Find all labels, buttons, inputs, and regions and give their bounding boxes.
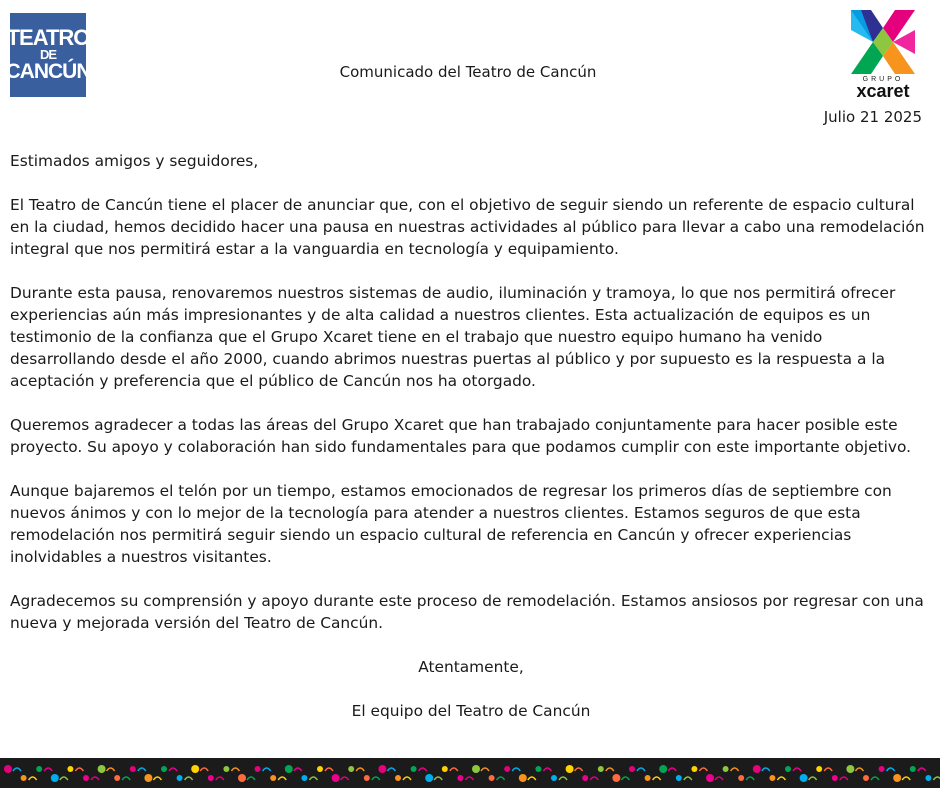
logo-left-line2: DE [39, 47, 57, 63]
logo-grupo-text: GRUPO [862, 76, 904, 83]
letter-paragraph: Durante esta pausa, renovaremos nuestros sistemas de audio, iluminación y tramoya, lo que nos permitirá ofrecer experiencias aún más impresionantes y de alta calidad a nuestros clientes. Esta actualización de equipos es un testimonio de la confianza que el Grupo Xcaret tiene en el trabajo que nuestro equipo humano ha venido desarrollando desde el año 2000, cuando abrimos nuestras puertas al público y por supuesto es la respuesta a la aceptación y preferencia que el público de Cancún nos ha otorgado. [10, 284, 896, 390]
letter-closing: Atentamente, [418, 658, 524, 676]
document-date: Julio 21 2025 [823, 108, 922, 126]
xcaret-x-icon [851, 10, 915, 74]
logo-left-line3: CANCÚN [5, 59, 91, 83]
logo-brand-text: xcaret [856, 81, 910, 101]
floral-pattern-icon [0, 758, 940, 788]
logo-left-line1: TEATRO [6, 25, 90, 51]
letter-signature: El equipo del Teatro de Cancún [351, 702, 591, 720]
document-title: Comunicado del Teatro de Cancún [339, 63, 597, 81]
letter-paragraph: Aunque bajaremos el telón por un tiempo, estamos emocionados de regresar los primeros días de septiembre con nuevos ánimos y con lo mejor de la tecnología para atender a nuestros clientes. Estamos seguros de que esta remodelación nos permitirá seguir siendo un espacio cultural de referencia en Cancún y ofrecer experiencias inolvidables a nuestros visitantes. [10, 482, 892, 566]
letter-paragraph: Queremos agradecer a todas las áreas del Grupo Xcaret que han trabajado conjuntamente para hacer posible este proyecto. Su apoyo y colaboración han sido fundamentales para que podamos cumplir con este importante objetivo. [10, 416, 912, 456]
letter-paragraph: Agradecemos su comprensión y apoyo durante este proceso de remodelación. Estamos ansiosos por regresar con una nueva y mejorada versión del Teatro de Cancún. [10, 592, 924, 632]
letter-paragraph: El Teatro de Cancún tiene el placer de anunciar que, con el objetivo de seguir siendo un referente de espacio cultural en la ciudad, hemos decidido hacer una pausa en nuestras actividades al público para llevar a cabo una remodelación integral que nos permitirá estar a la vanguardia en tecnología y equipamiento. [10, 196, 925, 258]
grupo-xcaret-logo [848, 10, 918, 102]
decorative-border [0, 758, 940, 788]
teatro-cancun-logo [5, 13, 91, 97]
letter-greeting: Estimados amigos y seguidores, [10, 152, 259, 170]
letter-body [10, 150, 932, 744]
